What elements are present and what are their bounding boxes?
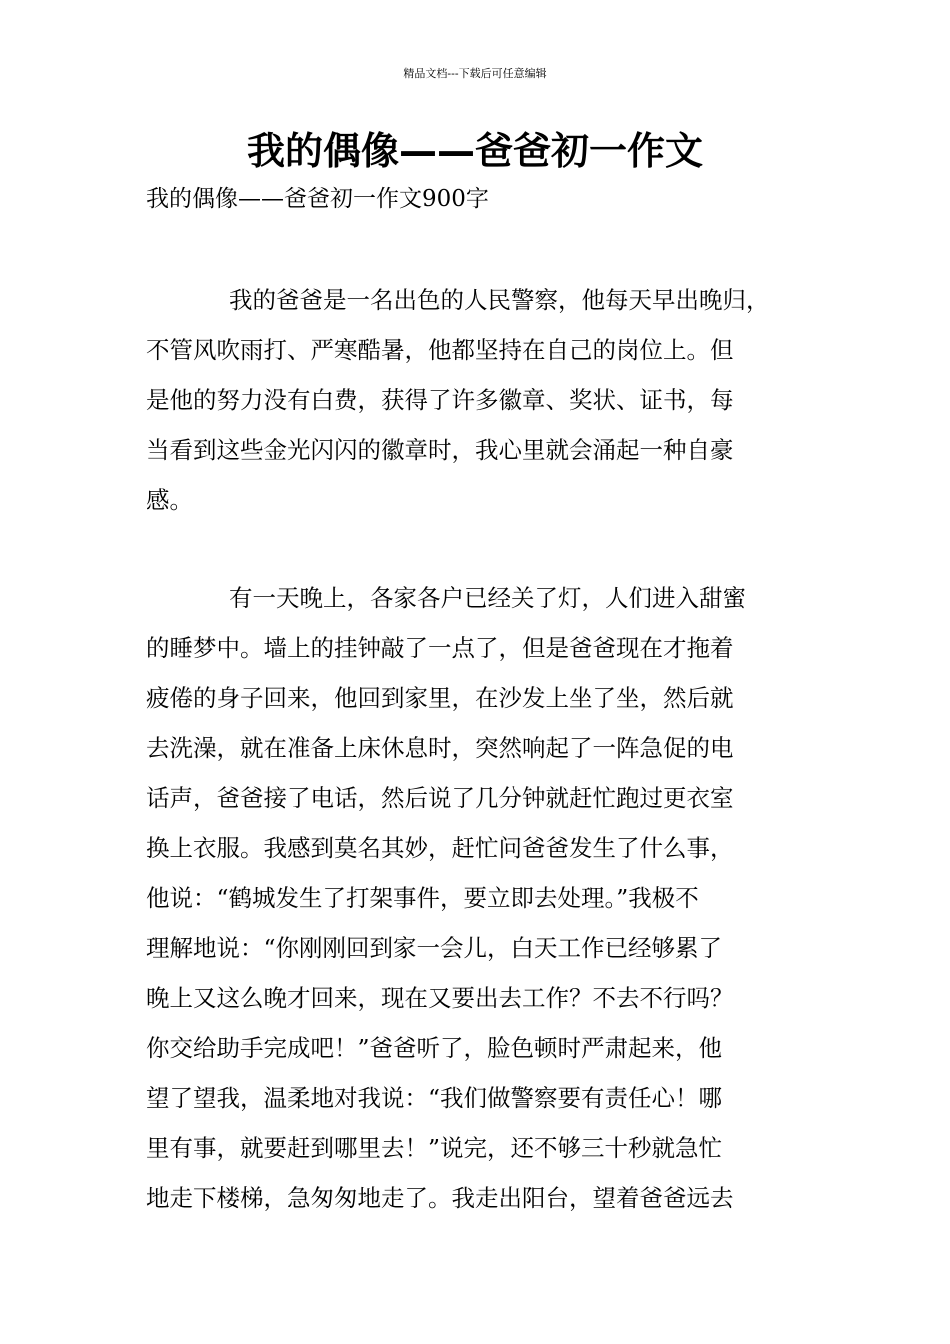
paragraph-line: 望了望我，温柔地对我说：“我们做警察要有责任心！哪 — [146, 1084, 723, 1112]
paragraph-line: 不管风吹雨打、严寒酷暑，他都坚持在自己的岗位上。但 — [146, 336, 734, 364]
paragraph-line: 理解地说：“你刚刚回到家一会儿，白天工作已经够累了 — [146, 934, 723, 962]
paragraph-line: 是他的努力没有白费，获得了许多徽章、奖状、证书，每 — [146, 386, 734, 414]
paragraph-line: 换上衣服。我感到莫名其妙，赶忙问爸爸发生了什么事， — [146, 834, 734, 862]
header-note: 精品文档---下载后可任意编辑 — [403, 67, 547, 80]
paragraph-line: 你交给助手完成吧！”爸爸听了，脸色顿时严肃起来，他 — [146, 1034, 723, 1062]
paragraph-line: 感。 — [146, 486, 193, 514]
paragraph-line: 地走下楼梯，急匆匆地走了。我走出阳台，望着爸爸远去 — [146, 1184, 734, 1212]
document-subtitle: 我的偶像——爸爸初一作文900字 — [146, 186, 489, 212]
paragraph-line: 我的爸爸是一名出色的人民警察，他每天早出晚归， — [229, 286, 770, 314]
paragraph-line: 当看到这些金光闪闪的徽章时，我心里就会涌起一种自豪 — [146, 436, 734, 464]
paragraph-line: 里有事，就要赶到哪里去！”说完，还不够三十秒就急忙 — [146, 1134, 723, 1162]
paragraph-line: 晚上又这么晚才回来，现在又要出去工作？不去不行吗？ — [146, 984, 734, 1012]
paragraph-2 — [146, 573, 836, 1223]
paragraph-line: 的睡梦中。墙上的挂钟敲了一点了，但是爸爸现在才拖着 — [146, 634, 734, 662]
document-title: 我的偶像——爸爸初一作文 — [246, 129, 703, 173]
paragraph-line: 去洗澡，就在准备上床休息时，突然响起了一阵急促的电 — [146, 734, 734, 762]
paragraph-line: 他说：“鹤城发生了打架事件，要立即去处理。”我极不 — [146, 884, 699, 912]
paragraph-line: 有一天晚上，各家各户已经关了灯，人们进入甜蜜 — [229, 584, 746, 612]
paragraph-line: 话声，爸爸接了电话，然后说了几分钟就赶忙跑过更衣室 — [146, 784, 734, 812]
paragraph-line: 疲倦的身子回来，他回到家里，在沙发上坐了坐，然后就 — [146, 684, 734, 712]
paragraph-1 — [146, 275, 836, 525]
